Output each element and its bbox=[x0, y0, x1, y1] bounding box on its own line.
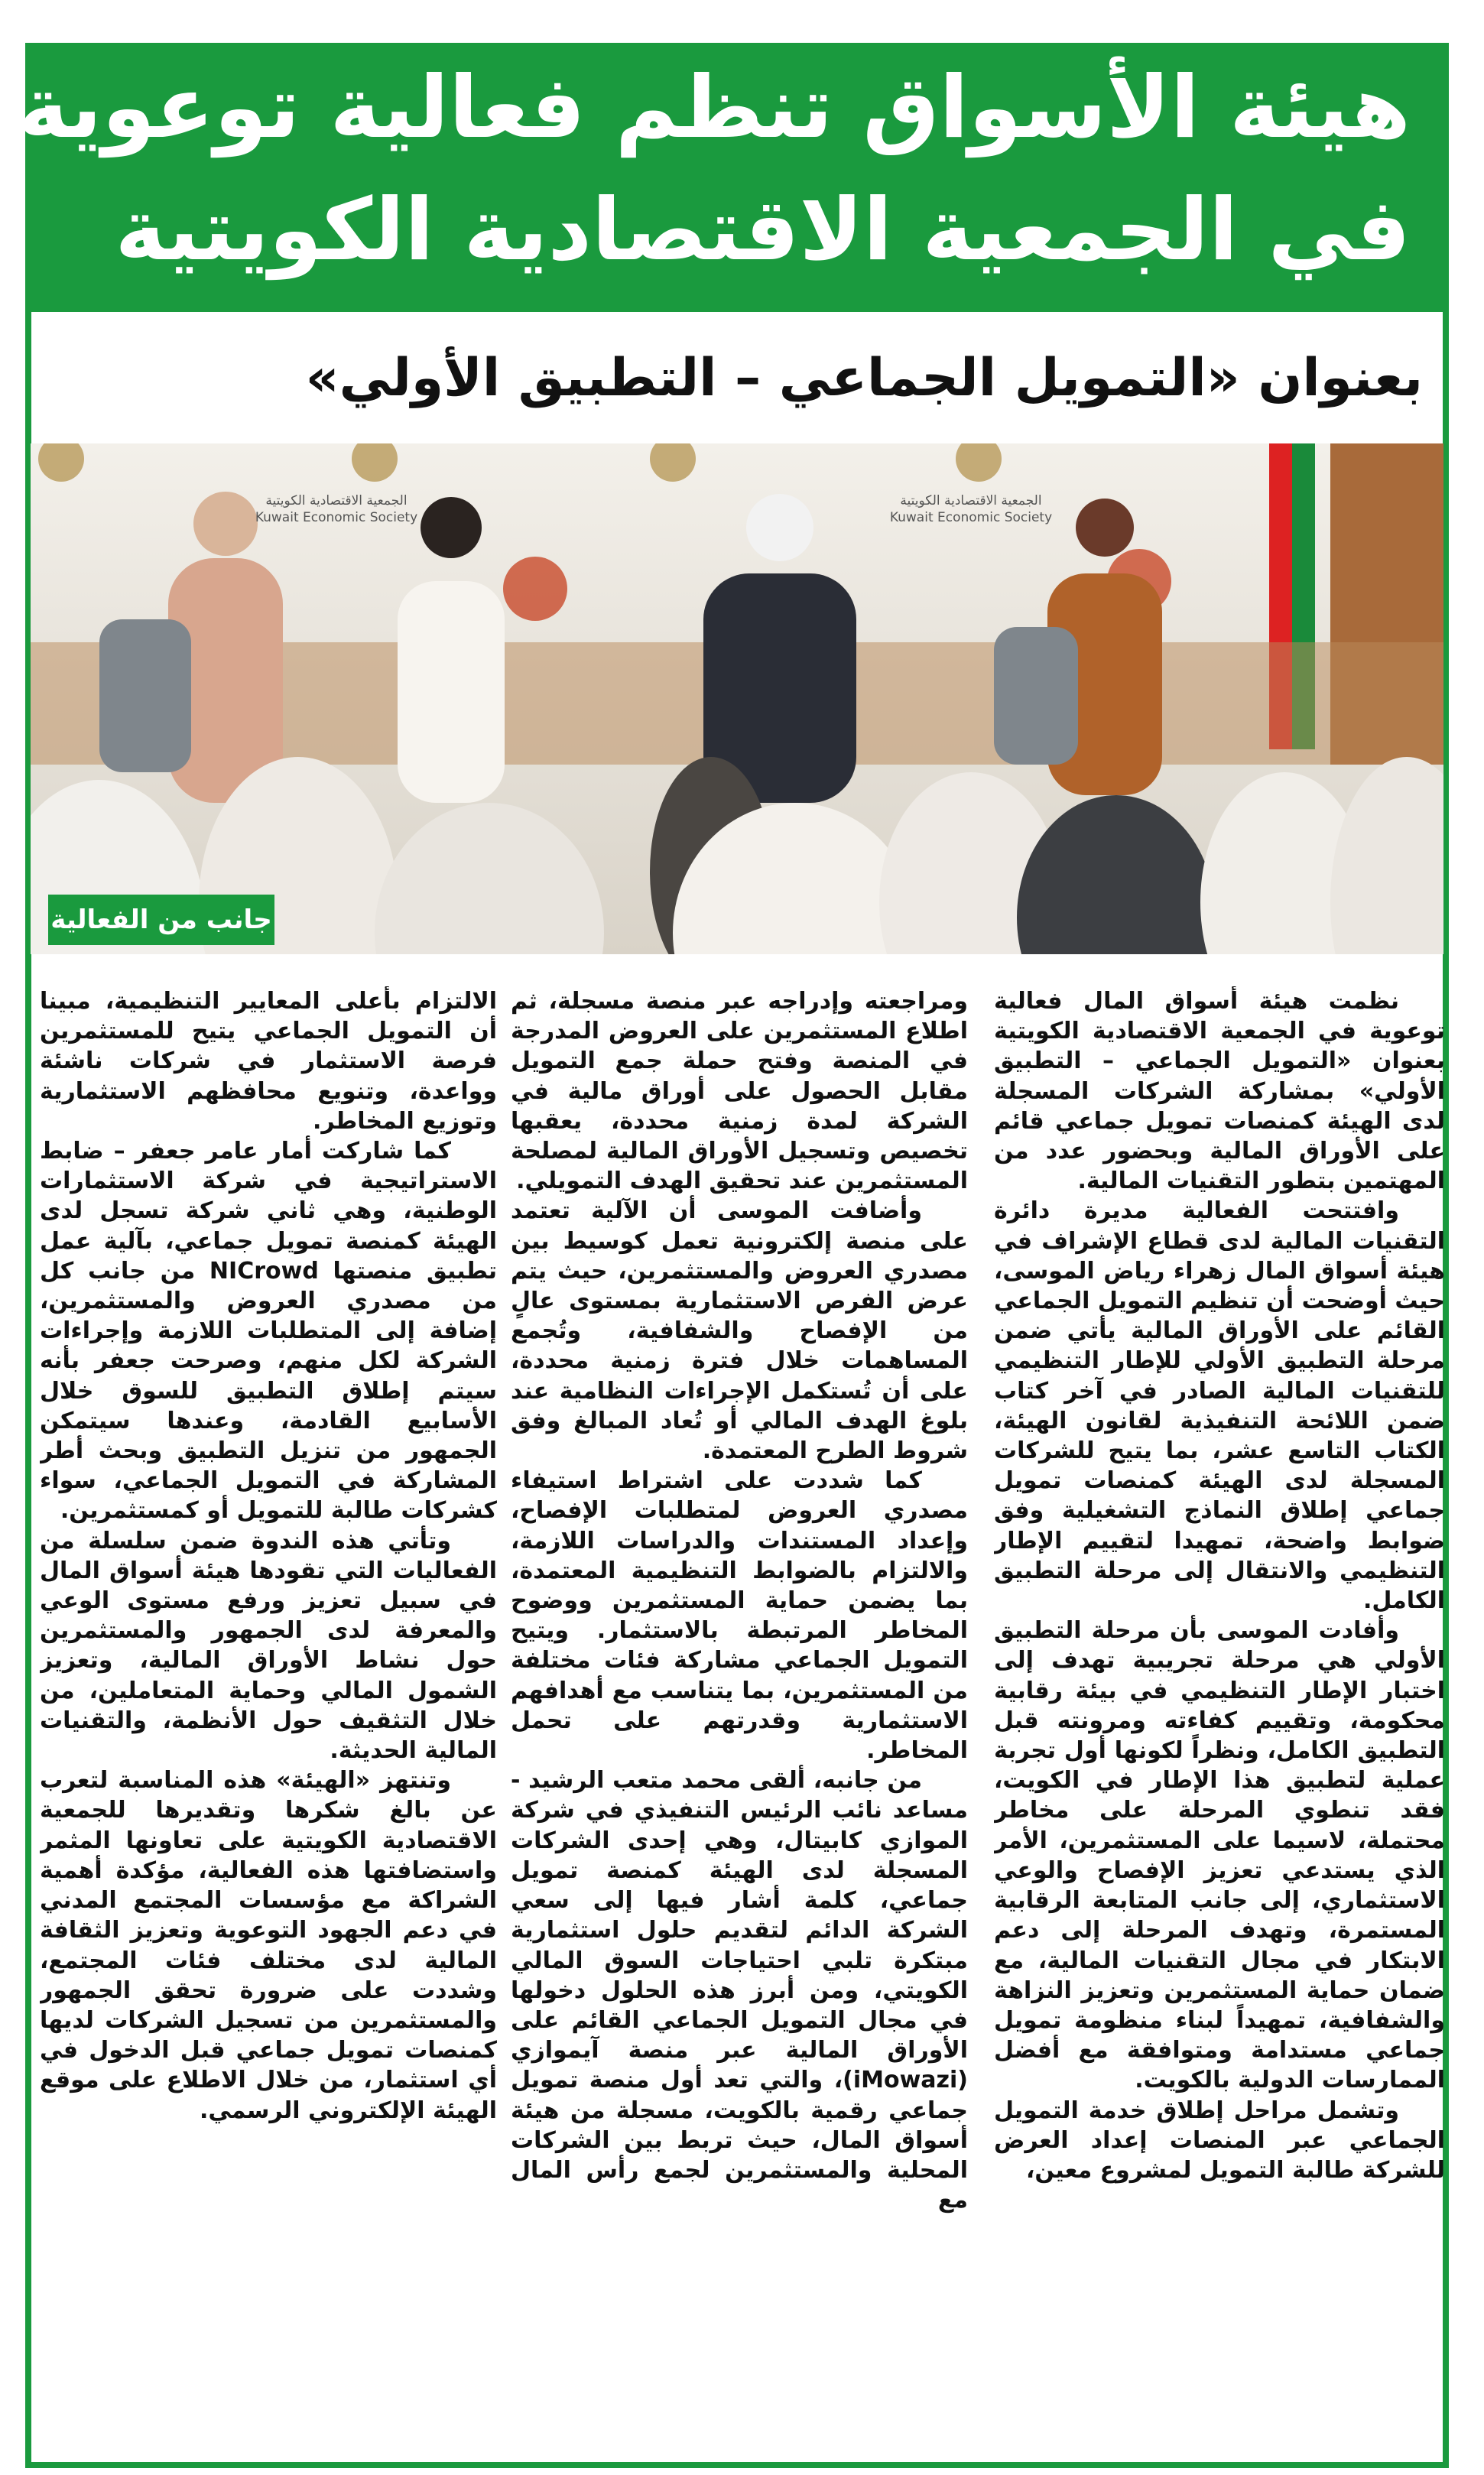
backdrop-text-ar: الجمعية الاقتصادية الكويتية bbox=[265, 493, 408, 508]
paragraph: ومراجعته وإدراجه عبر منصة مسجلة، ثم اطلاع المستثمرين على العروض المدرجة في المنصة وفتح حملة جمع التمويل مقابل الحصول على أوراق مالية في الشركة لمدة زمنية محددة، يعقبها تخصيص وتسجيل الأوراق المالية لمصلحة المستثمرين عند تحقيق الهدف التمويلي. bbox=[511, 988, 968, 1195]
paragraph: نظمت هيئة أسواق المال فعالية توعوية في الجمعية الاقتصادية الكويتية بعنوان «التمويل الجماعي – التطبيق الأولي» بمشاركة الشركات المسجلة لدى الهيئة كمنصات تمويل جماعي قائم على الأوراق المالية وبحضور عدد من المهتمين بتطور التقنيات المالية. bbox=[994, 988, 1445, 1195]
paragraph: من جانبه، ألقى محمد متعب الرشيد - مساعد نائب الرئيس التنفيذي في شركة الموازي كابيتال، وهي إحدى الشركات المسجلة لدى الهيئة كمنصة تمويل جماعي، كلمة أشار فيها إلى سعي الشركة الدائم لتقديم حلول استثمارية مبتكرة تلبي احتياجات السوق المالي الكويتي، ومن أبرز هذه الحلول دخولها في مجال التمويل الجماعي القائم على الأوراق المالية عبر منصة آيموازي (iMowazi)، والتي تعد أول منصة تمويل جماعي رقمية بالكويت، مسجلة من هيئة أسواق المال، حيث تربط بين الشركات المحلية والمستثمرين لجمع رأس المال مع bbox=[511, 1767, 968, 2214]
photo-caption: جانب من الفعالية bbox=[48, 895, 274, 945]
paragraph: الالتزام بأعلى المعايير التنظيمية، مبينا أن التمويل الجماعي يتيح للمستثمرين فرصة الاستثمار في شركات ناشئة وواعدة، وتنويع محافظهم الاستثمارية وتوزيع المخاطر. bbox=[40, 988, 497, 1135]
paragraph: وأضافت الموسى أن الآلية تعتمد على منصة إلكترونية تعمل كوسيط بين مصدري العروض والمستثمرين، حيث يتم عرض الفرص الاستثمارية بمستوى عالٍ من الإفصاح والشفافية، وتُجمع المساهمات خلال فترة زمنية محددة، على أن تُستكمل الإجراءات النظامية عند بلوغ الهدف المالي أو تُعاد المبالغ وفق شروط الطرح المعتمدة. bbox=[511, 1197, 968, 1465]
paragraph: وتشمل مراحل إطلاق خدمة التمويل الجماعي عبر المنصات إعداد العرض للشركة طالبة التمويل لمشروع معين، bbox=[994, 2097, 1445, 2184]
event-photo-illustration bbox=[31, 443, 1443, 954]
event-photo bbox=[31, 443, 1443, 954]
paragraph: وتنتهز «الهيئة» هذه المناسبة لتعرب عن بالغ شكرها وتقديرها للجمعية الاقتصادية الكويتية على تعاونها المثمر واستضافتها هذه الفعالية، مؤكدة أهمية الشراكة مع مؤسسات المجتمع المدني في دعم الجهود التوعوية وتعزيز الثقافة المالية لدى مختلف فئات المجتمع، وشددت على ضرورة تحقق الجمهور والمستثمرين من تسجيل الشركات لديها كمنصات تمويل جماعي قبل الدخول في أي استثمار، من خلال الاطلاع على موقع الهيئة الإلكتروني الرسمي. bbox=[40, 1767, 497, 2124]
paragraph: وتأتي هذه الندوة ضمن سلسلة من الفعاليات التي تقودها هيئة أسواق المال في سبيل تعزيز ورفع مستوى الوعي والمعرفة لدى الجمهور والمستثمرين حول نشاط الأوراق المالية، وتعزيز الشمول المالي وحماية المتعاملين، من خلال التثقيف حول الأنظمة، والتقنيات المالية الحديثة. bbox=[40, 1527, 497, 1765]
headline-line-1: هيئة الأسواق تنظم فعالية توعوية bbox=[18, 58, 1411, 158]
headline-line-2: في الجمعية الاقتصادية الكويتية bbox=[115, 180, 1411, 280]
backdrop-text-en-2: Kuwait Economic Society bbox=[889, 510, 1053, 525]
article-column-3 bbox=[40, 986, 497, 2435]
paragraph: كما شاركت أمار عامر جعفر – ضابط الاستراتيجية في شركة الاستثمارات الوطنية، وهي ثاني شركة تسجل لدى الهيئة كمنصة تمويل جماعي، بآلية عمل تطبيق منصتها NICrowd من جانب كل من مصدري العروض والمستثمرين، إضافة إلى المتطلبات اللازمة وإجراءات الشركة لكل منهم، وصرحت جعفر بأنه سيتم إطلاق التطبيق للسوق خلال الأسابيع القادمة، وعندها سيتمكن الجمهور من تنزيل التطبيق وبحث أطر المشاركة في التمويل الجماعي، سواء كشركات طالبة للتمويل أو كمستثمرين. bbox=[40, 1138, 497, 1525]
paragraph: وأفادت الموسى بأن مرحلة التطبيق الأولي هي مرحلة تجريبية تهدف إلى اختبار الإطار التنظيمي في بيئة رقابية محكومة، وتقييم كفاءته ومرونته قبل التطبيق الكامل، ونظراً لكونها أول تجربة عملية لتطبيق هذا الإطار في الكويت، فقد تنطوي المرحلة على مخاطر محتملة، لاسيما على المستثمرين، الأمر الذي يستدعي تعزيز الإفصاح والوعي الاستثماري، إلى جانب المتابعة الرقابية المستمرة، وتهدف المرحلة إلى دعم الابتكار في مجال التقنيات المالية، مع ضمان حماية المستثمرين وتعزيز النزاهة والشفافية، تمهيداً لبناء منظومة تمويل جماعي مستدامة ومتوافقة مع أفضل الممارسات الدولية بالكويت. bbox=[994, 1617, 1445, 2094]
backdrop-text-ar-2: الجمعية الاقتصادية الكويتية bbox=[900, 493, 1042, 508]
backdrop-text-en: Kuwait Economic Society bbox=[255, 510, 418, 525]
article-column-1 bbox=[994, 986, 1445, 2435]
subheadline: بعنوان «التمويل الجماعي – التطبيق الأولي» bbox=[305, 348, 1423, 408]
headline-banner bbox=[18, 43, 1449, 312]
article-column-2 bbox=[511, 986, 968, 2435]
paragraph: وافتتحت الفعالية مديرة دائرة التقنيات المالية لدى قطاع الإشراف في هيئة أسواق المال زهراء رياض الموسى، حيث أوضحت أن تنظيم التمويل الجماعي القائم على الأوراق المالية يأتي ضمن مرحلة التطبيق الأولي للإطار التنظيمي للتقنيات المالية الصادر في آخر كتاب ضمن اللائحة التنفيذية لقانون الهيئة، الكتاب التاسع عشر، بما يتيح للشركات المسجلة لدى الهيئة كمنصات تمويل جماعي إطلاق النماذج التشغيلية وفق ضوابط واضحة، تمهيدا لتقييم الإطار التنظيمي والانتقال إلى مرحلة التطبيق الكامل. bbox=[994, 1197, 1445, 1615]
paragraph: كما شددت على اشتراط استيفاء مصدري العروض لمتطلبات الإفصاح، وإعداد المستندات والدراسات اللازمة، والالتزام بالضوابط التنظيمية المعتمدة، بما يضمن حماية المستثمرين ووضوح المخاطر المرتبطة بالاستثمار. ويتيح التمويل الجماعي مشاركة فئات مختلفة من المستثمرين، بما يتناسب مع أهدافهم الاستثمارية وقدرتهم على تحمل المخاطر. bbox=[511, 1467, 968, 1765]
